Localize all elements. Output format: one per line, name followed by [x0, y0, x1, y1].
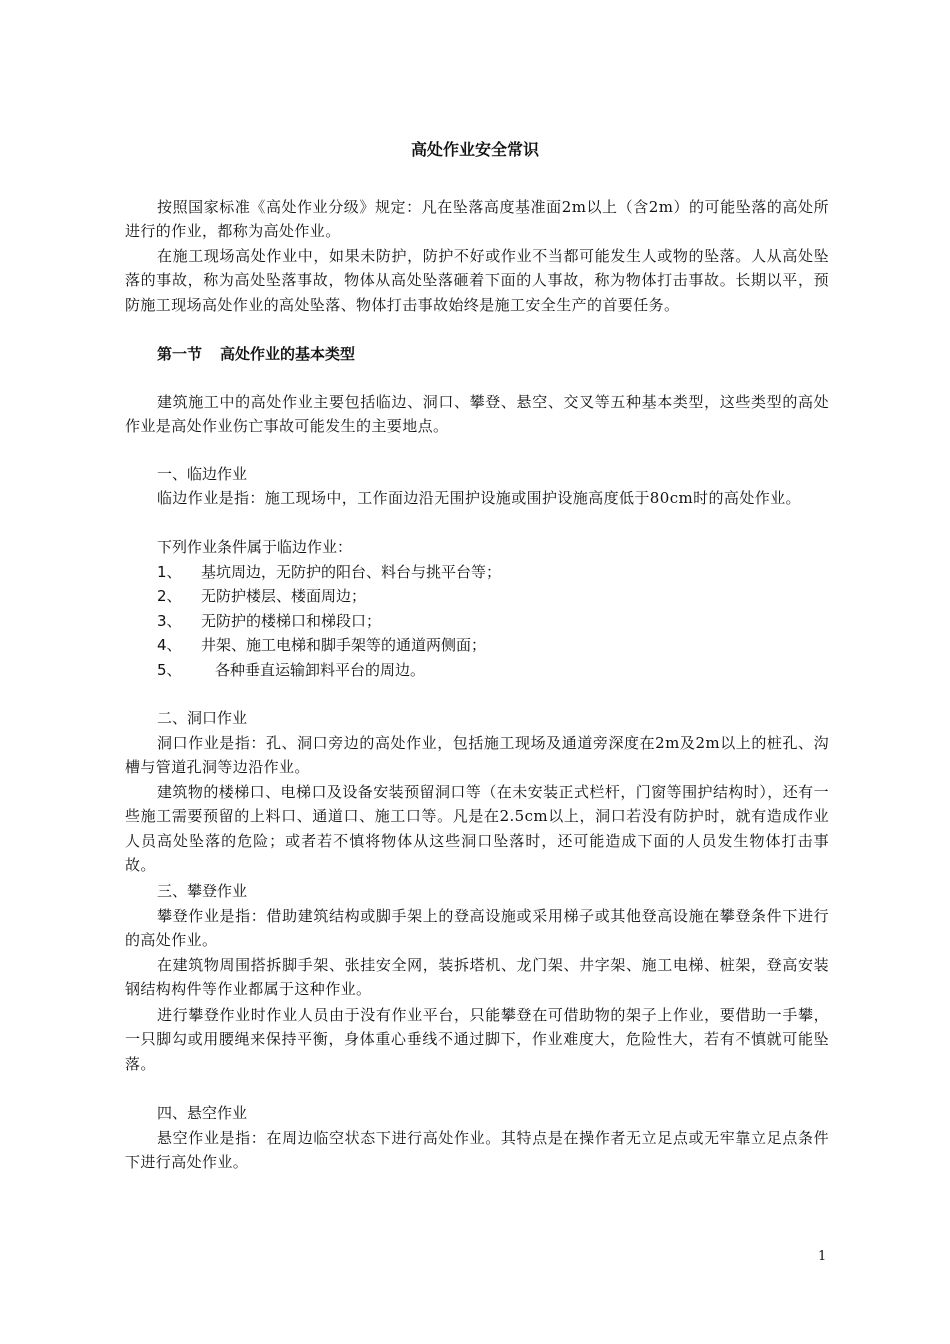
- pandeng-paragraph-1: 攀登作业是指：借助建筑结构或脚手架上的登高设施或采用梯子或其他登高设施在攀登条件下进行的高处作业。: [125, 907, 829, 950]
- list-item-text: 无防护的楼梯口和梯段口；: [201, 612, 382, 630]
- dongkou-paragraph-2: 建筑物的楼梯口、电梯口及设备安装预留洞口等（在未安装正式栏杆，门窗等围护结构时），还有一些施工需要预留的上料口、通道口、施工口等。凡是在2.5cm以上，洞口若没有防护时，就有造成作业人员高处坠落的危险；或者若不慎将物体从这些洞口坠落时，还可能造成下面的人员发生物体打击事故。: [125, 783, 829, 874]
- pandeng-paragraph-2: 在建筑物周围搭拆脚手架、张挂安全网，装拆塔机、龙门架、井字架、施工电梯、桩架，登高安装钢结构构件等作业都属于这种作业。: [125, 956, 829, 999]
- subsection-heading-linbian: 一、临边作业: [157, 465, 248, 483]
- section-intro-paragraph: 建筑施工中的高处作业主要包括临边、洞口、攀登、悬空、交叉等五种基本类型，这些类型的高处作业是高处作业伤亡事故可能发生的主要地点。: [125, 393, 829, 436]
- list-item: [157, 658, 425, 682]
- list-item-number: 1、: [157, 563, 182, 581]
- document-title: 高处作业安全常识: [410, 140, 539, 159]
- list-item-number: 2、: [157, 587, 182, 605]
- list-item: [157, 633, 486, 657]
- list-item-number: 5、: [157, 661, 182, 679]
- linbian-list-intro: 下列作业条件属于临边作业：: [157, 538, 353, 556]
- dongkou-paragraph-1: 洞口作业是指：孔、洞口旁边的高处作业，包括施工现场及通道旁深度在2m及2m以上的桩孔、沟槽与管道孔洞等边沿作业。: [125, 734, 829, 777]
- list-item: [157, 560, 501, 584]
- list-item-text: 各种垂直运输卸料平台的周边。: [215, 661, 426, 679]
- xuankong-paragraph-1: 悬空作业是指：在周边临空状态下进行高处作业。其特点是在操作者无立足点或无牢靠立足点条件下进行高处作业。: [125, 1129, 829, 1172]
- subsection-heading-xuankong: 四、悬空作业: [157, 1104, 248, 1122]
- subsection-heading-pandeng: 三、攀登作业: [157, 882, 248, 900]
- section-number: 第一节: [157, 345, 203, 363]
- intro-paragraph-1: 按照国家标准《高处作业分级》规定：凡在坠落高度基准面2m以上（含2m）的可能坠落的高处所进行的作业，都称为高处作业。: [125, 198, 829, 241]
- list-item-number: 4、: [157, 636, 182, 654]
- list-item-text: 无防护楼层、楼面周边；: [201, 587, 367, 605]
- list-item: [157, 609, 381, 633]
- list-item-number: 3、: [157, 612, 182, 630]
- intro-paragraph-2: 在施工现场高处作业中，如果未防护，防护不好或作业不当都可能发生人或物的坠落。人从高处坠落的事故，称为高处坠落事故，物体从高处坠落砸着下面的人事故，称为物体打击事故。长期以平，预防施工现场高处作业的高处坠落、物体打击事故始终是施工安全生产的首要任务。: [125, 247, 829, 314]
- page-number: 1: [818, 1249, 827, 1264]
- subsection-heading-dongkou: 二、洞口作业: [157, 709, 248, 727]
- linbian-definition: 临边作业是指：施工现场中，工作面边沿无围护设施或围护设施高度低于80cm时的高处作业。: [157, 489, 801, 507]
- list-item-text: 基坑周边，无防护的阳台、料台与挑平台等；: [201, 563, 502, 581]
- pandeng-paragraph-3: 进行攀登作业时作业人员由于没有作业平台，只能攀登在可借助物的架子上作业，要借助一手攀，一只脚勾或用腰绳来保持平衡，身体重心垂线不通过脚下，作业难度大，危险性大，若有不慎就可能坠落。: [125, 1006, 829, 1073]
- section-heading: [157, 342, 355, 366]
- list-item: [157, 584, 366, 608]
- list-item-text: 井架、施工电梯和脚手架等的通道两侧面；: [201, 636, 487, 654]
- section-title: 高处作业的基本类型: [220, 345, 356, 363]
